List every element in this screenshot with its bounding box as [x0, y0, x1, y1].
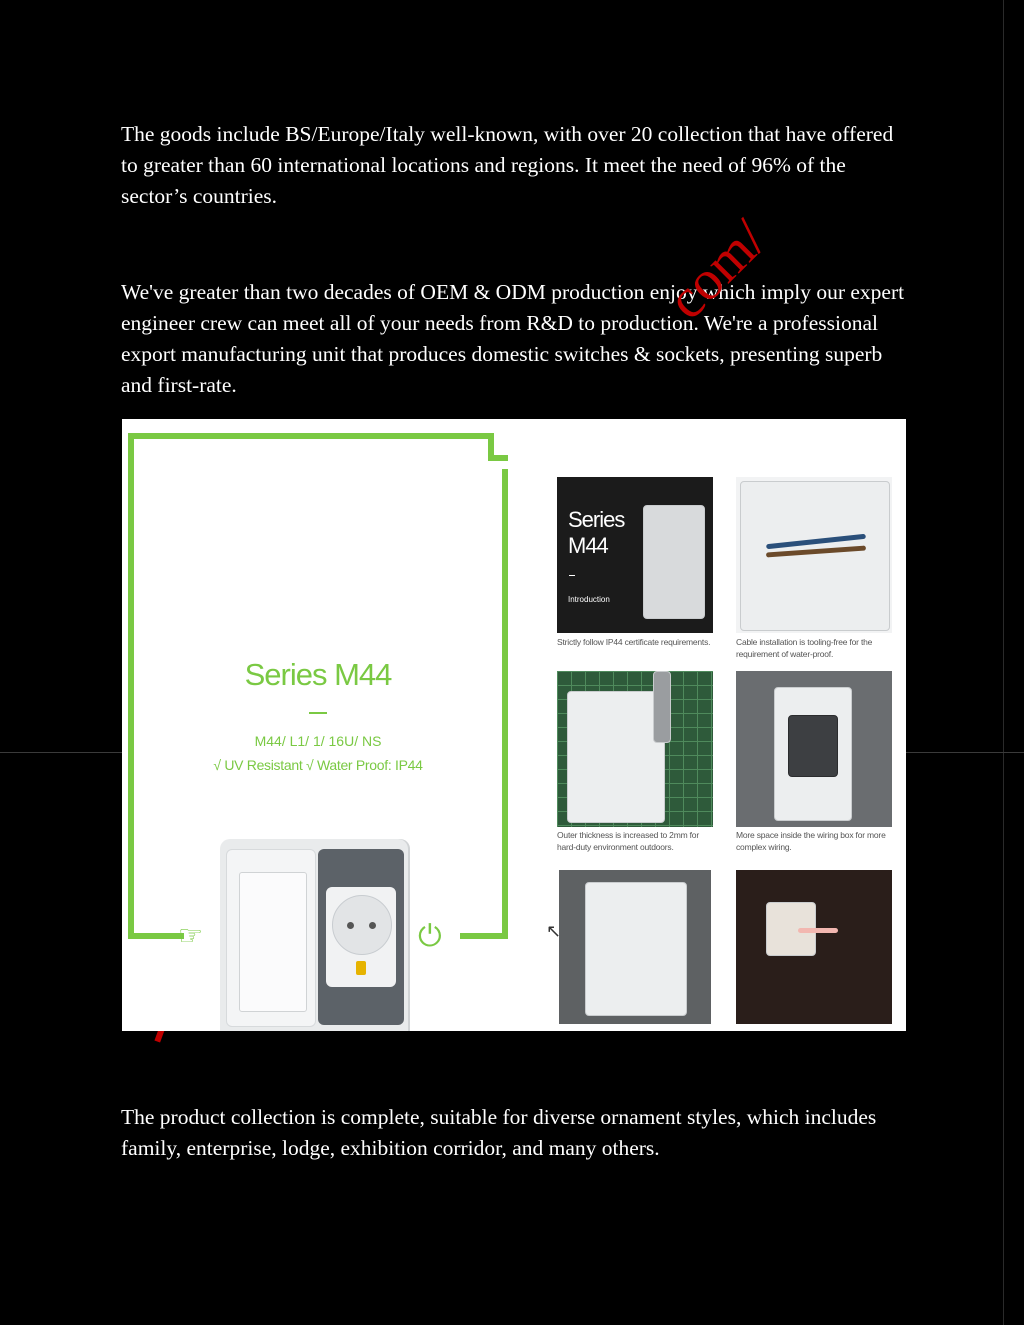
rocker-switch: [239, 872, 307, 1012]
page-fold-line-right: [906, 752, 1024, 753]
tile-title-line1: Series: [568, 507, 625, 532]
watermark-text: com/: [655, 208, 779, 332]
socket-pin: [369, 922, 376, 929]
tile-title-line2: M44: [568, 533, 608, 558]
paragraph-collection: The product collection is complete, suitable for diverse ornament styles, which includes family, enterprise, lodge, exhibition corridor, and many others.: [121, 1105, 877, 1160]
tile-caption: More space inside the wiring box for more complex wiring.: [736, 830, 886, 852]
frame-border: [128, 433, 490, 439]
socket-indicator: [356, 961, 366, 975]
device-socket-module: [318, 849, 404, 1025]
cursor-arrow-icon: ↖: [546, 921, 562, 942]
tile-intro: Introduction: [568, 595, 610, 604]
tile-caption: Cable installation is tooling-free for the requirement of water-proof.: [736, 637, 873, 659]
product-photo: [567, 691, 665, 823]
paragraph-product-range: The goods include BS/Europe/Italy well-known, with over 20 collection that have offered to greater than 60 international locations and regions. It meet the need of 96% of the sector’s countries.: [121, 122, 894, 208]
frame-border: [502, 469, 508, 939]
product-photo: [740, 481, 890, 631]
frame-border: [488, 455, 508, 461]
tile-heat-test: [736, 870, 892, 1024]
product-photo: [643, 505, 705, 619]
socket-plate: [326, 887, 396, 987]
tile-dash: [569, 575, 575, 576]
product-photo: [585, 882, 687, 1016]
tile-caption: Strictly follow IP44 certificate requirements.: [557, 637, 711, 647]
tile-series-intro: [557, 477, 713, 633]
tile-outer-thickness: [557, 671, 713, 827]
tile-title: [568, 507, 624, 559]
tile-wiring-space: [736, 671, 892, 827]
socket-face: [332, 895, 392, 955]
socket-pin: [347, 922, 354, 929]
series-divider: [309, 712, 327, 714]
hand-pointing-icon: ☞: [178, 919, 204, 952]
frame-border: [128, 933, 184, 939]
page-right-divider: [1003, 0, 1004, 1325]
page-fold-line-left: [0, 752, 122, 753]
paragraph-oem-odm: We've greater than two decades of OEM & ODM production enjoy which imply our expert engineer crew can meet all of your needs from R&D to production. We're a professional export manufacturing unit that produces domestic switches & sockets, presenting superb and first-rate.: [121, 280, 905, 397]
tile-box-open: [559, 870, 711, 1024]
product-figure: [122, 419, 906, 1031]
frame-border: [460, 933, 508, 939]
series-features: √ UV Resistant √ Water Proof: IP44: [213, 757, 423, 773]
device-switch-module: [226, 849, 316, 1027]
tile-caption: Outer thickness is increased to 2mm for hard-duty environment outdoors.: [557, 830, 699, 852]
caliper-photo: [653, 671, 671, 743]
series-title: Series M44: [244, 657, 392, 692]
switch-socket-device: [220, 839, 410, 1031]
terminal-block: [788, 715, 838, 777]
test-wire: [798, 928, 838, 933]
plug-icon: ⏻: [418, 919, 442, 954]
series-spec: M44/ L1/ 1/ 16U/ NS: [254, 733, 382, 749]
tile-cable-install: [736, 477, 892, 633]
